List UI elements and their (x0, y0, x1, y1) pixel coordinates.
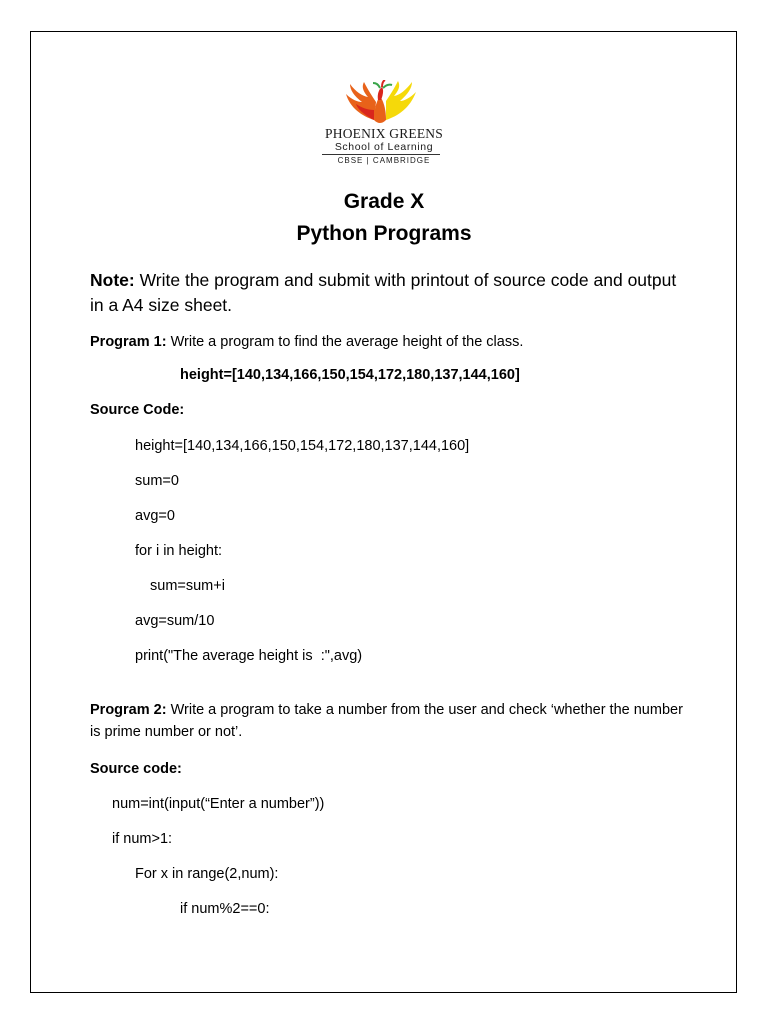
program1-code-line: sum=sum+i (150, 578, 225, 594)
note-label: Note: (90, 270, 135, 290)
school-subtitle: School of Learning (334, 141, 434, 153)
program1-text: Write a program to find the average height of the class. (166, 334, 524, 350)
program1-label: Program 1: (90, 334, 167, 350)
program1-description (90, 331, 690, 353)
program1-code-line: sum=0 (135, 473, 179, 489)
program2-source-label: Source code: (90, 761, 182, 777)
program2-code-line: if num>1: (112, 831, 173, 847)
note-paragraph (90, 268, 690, 318)
program1-code-line: avg=0 (135, 508, 175, 524)
school-name: PHOENIX GREENS (325, 126, 443, 141)
program2-label: Program 2: (90, 702, 167, 718)
logo-divider (322, 154, 440, 155)
program1-data-line: height=[140,134,166,150,154,172,180,137,144,160] (180, 367, 520, 383)
program1-code-line: height=[140,134,166,150,154,172,180,137,144,160] (135, 438, 470, 454)
phoenix-bird-icon (344, 80, 418, 126)
program1-code-line: for i in height: (135, 543, 223, 559)
program2-description (90, 699, 690, 743)
program2-code-line: if num%2==0: (180, 901, 270, 917)
school-tagline: CBSE | CAMBRIDGE (337, 156, 431, 165)
program2-code-line: For x in range(2,num): (135, 866, 279, 882)
program1-source-label: Source Code: (90, 402, 185, 418)
note-text: Write the program and submit with printout of source code and output in a A4 size sheet. (90, 270, 677, 315)
program2-text: Write a program to take a number from the user and check ‘whether the number is prime number or not’. (90, 702, 683, 740)
subject-heading: Python Programs (296, 222, 472, 245)
program2-code-line: num=int(input(“Enter a number”)) (112, 796, 325, 812)
grade-heading: Grade X (343, 190, 425, 213)
program1-code-line: avg=sum/10 (135, 613, 215, 629)
program1-code-line: print("The average height is :",avg) (135, 648, 363, 664)
